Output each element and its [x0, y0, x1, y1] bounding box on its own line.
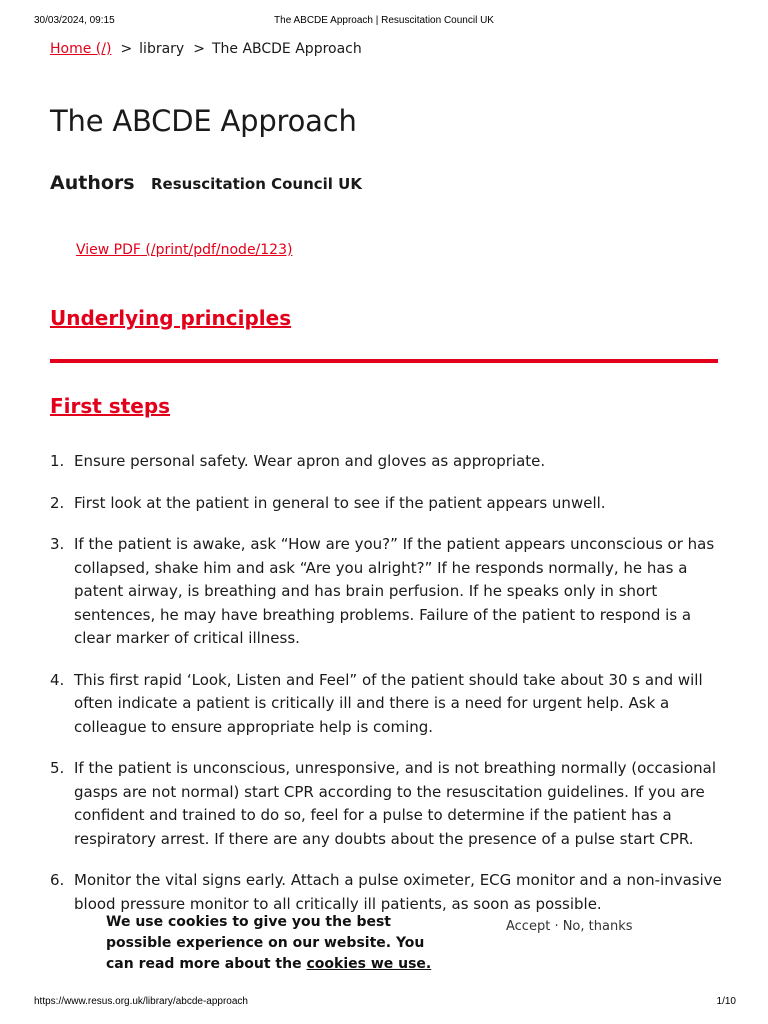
view-pdf-href: (/print/pdf/node/123) — [145, 242, 293, 258]
section-heading-first-steps[interactable]: First steps — [50, 394, 171, 418]
list-item — [50, 869, 725, 916]
list-item-text: First look at the patient in general to see if the patient appears unwell. — [74, 493, 606, 512]
cookie-message — [106, 912, 446, 975]
list-item — [50, 492, 725, 516]
list-item-number: 5. — [50, 759, 65, 777]
breadcrumb-item-current: The ABCDE Approach — [211, 41, 362, 57]
list-item-text: If the patient is unconscious, unresponsive, and is not breathing normally (occasional gasps are not normal) start CPR according to the resuscitation guidelines. If you are confident and trained to do so, feel for a pulse to determine if the patient has a respiratory arrest. If there are any doubts about the presence of a pulse start CPR. — [74, 759, 717, 848]
print-footer — [0, 996, 768, 1010]
list-item-text: Ensure personal safety. Wear apron and gloves as appropriate. — [74, 452, 546, 470]
section-divider — [50, 359, 718, 363]
cookie-actions[interactable]: Accept · No, thanks — [506, 919, 633, 934]
list-item-text: Monitor the vital signs early. Attach a pulse oximeter, ECG monitor and a non-invasive blood pressure monitor to all critically ill patients, as soon as possible. — [74, 871, 722, 913]
list-item-text: If the patient is awake, ask “How are you?” If the patient appears unconscious or has collapsed, shake him and ask “Are you alright?” If he responds normally, he has a patent airway, is breathing and has brain perfusion. If he speaks only in short sentences, he may have breathing problems. Failure of the patient to respond is a clear marker of critical illness. — [74, 535, 715, 647]
first-steps-list — [50, 450, 725, 934]
cookies-we-use-link[interactable]: cookies we use. — [306, 956, 432, 972]
view-pdf-link[interactable] — [76, 242, 292, 258]
breadcrumb-home-link[interactable]: Home (/) — [50, 41, 112, 57]
section-heading-underlying-principles[interactable]: Underlying principles — [50, 306, 292, 330]
print-header — [0, 15, 768, 31]
list-item-number: 4. — [50, 670, 65, 689]
list-item-number: 3. — [50, 535, 65, 553]
print-page-title: The ABCDE Approach | Resuscitation Council UK — [274, 15, 494, 26]
list-item — [50, 757, 725, 851]
list-item — [50, 533, 725, 651]
authors-value: Resuscitation Council UK — [151, 175, 362, 193]
list-item — [50, 450, 725, 474]
list-item-number: 1. — [50, 452, 65, 470]
breadcrumb-item-library[interactable]: library — [139, 41, 185, 57]
list-item — [50, 669, 725, 740]
breadcrumb-separator: > — [193, 41, 205, 57]
cookie-banner — [0, 912, 768, 980]
cookie-message-text: We use cookies to give you the best possible experience on our website. You can read more about the — [106, 914, 425, 972]
print-page-number: 1/10 — [716, 996, 736, 1007]
list-item-number: 6. — [50, 871, 65, 889]
breadcrumb-separator: > — [120, 41, 133, 57]
print-footer-url: https://www.resus.org.uk/library/abcde-approach — [34, 996, 248, 1007]
authors-label: Authors — [50, 172, 135, 194]
authors-block — [50, 172, 362, 194]
page-title: The ABCDE Approach — [50, 104, 357, 138]
view-pdf-label: View PDF — [76, 242, 141, 258]
breadcrumb — [50, 41, 362, 57]
list-item-number: 2. — [50, 493, 65, 512]
list-item-text: This first rapid ‘Look, Listen and Feel” of the patient should take about 30 s and will often indicate a patient is critically ill and there is a need for urgent help. Ask a colleague to ensure appropriate help is coming. — [74, 670, 703, 736]
print-timestamp: 30/03/2024, 09:15 — [34, 15, 115, 26]
